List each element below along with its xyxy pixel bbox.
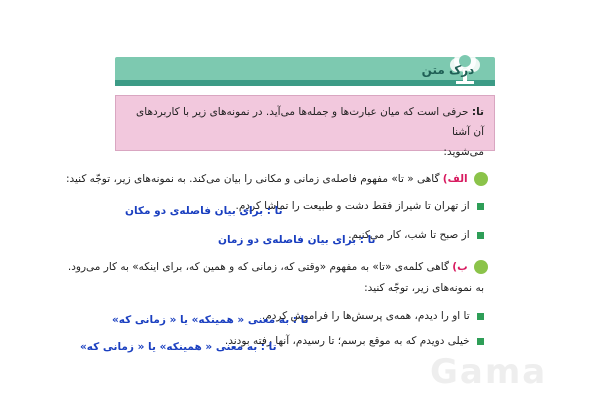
example-text: از تهران تا شیراز فقط دشت و طبیعت را تماشا کردم. — [235, 200, 470, 212]
section-a-note-2: تا : برای بیان فاصله‌ی دو زمان — [218, 234, 376, 246]
section-b-label: ب) — [452, 261, 468, 273]
example-text: خیلی دویدم که به موقع برسم؛ تا رسیدم، آنها رفته بودند. — [224, 335, 470, 347]
bullet-marker-icon — [474, 172, 488, 186]
section-b-intro-cont: به نمونه‌های زیر، توجّه کنید: — [364, 282, 484, 294]
section-b-intro-line — [68, 260, 488, 274]
example-text: تا او را دیدم، همه‌ی پرسش‌ها را فراموش کردم. — [261, 310, 470, 322]
definition-term: تا: — [471, 106, 484, 118]
section-a-intro: گاهی « تا» مفهوم فاصله‌ی زمانی و مکانی را بیان می‌کند. به نمونه‌های زیر، توجّه کنید: — [65, 173, 440, 185]
section-a-label: الف) — [442, 173, 468, 185]
square-bullet-icon — [477, 203, 484, 210]
section-b-intro: گاهی کلمه‌ی «تا» به مفهوم «وقتی که، زمانی که و همین که، برای اینکه» به کار می‌رود. — [67, 261, 449, 273]
definition-text-cont: می‌شوید: — [443, 146, 484, 158]
watermark-logo: Gama — [430, 352, 548, 392]
example-text: از صبح تا شب، کار می‌کنیم. — [348, 229, 470, 241]
definition-box — [115, 95, 495, 158]
square-bullet-icon — [477, 232, 484, 239]
definition-text: حرفی است که میان عبارت‌ها و جمله‌ها می‌آید. در نمونه‌های زیر با کاربردهای آن آشنا — [136, 106, 484, 138]
section-a-note-1: تا : برای بیان فاصله‌ی دو مکان — [125, 205, 283, 217]
square-bullet-icon — [477, 313, 484, 320]
section-b-note-2: تا : به معنی « همینکه» یا « زمانی که» — [80, 341, 277, 353]
square-bullet-icon — [477, 338, 484, 345]
section-b-note-1: تا : به معنی « همینکه» یا « زمانی که» — [112, 314, 309, 326]
section-a-intro-line — [66, 172, 488, 186]
bullet-marker-icon — [474, 260, 488, 274]
section-title: درک متن — [421, 63, 475, 77]
